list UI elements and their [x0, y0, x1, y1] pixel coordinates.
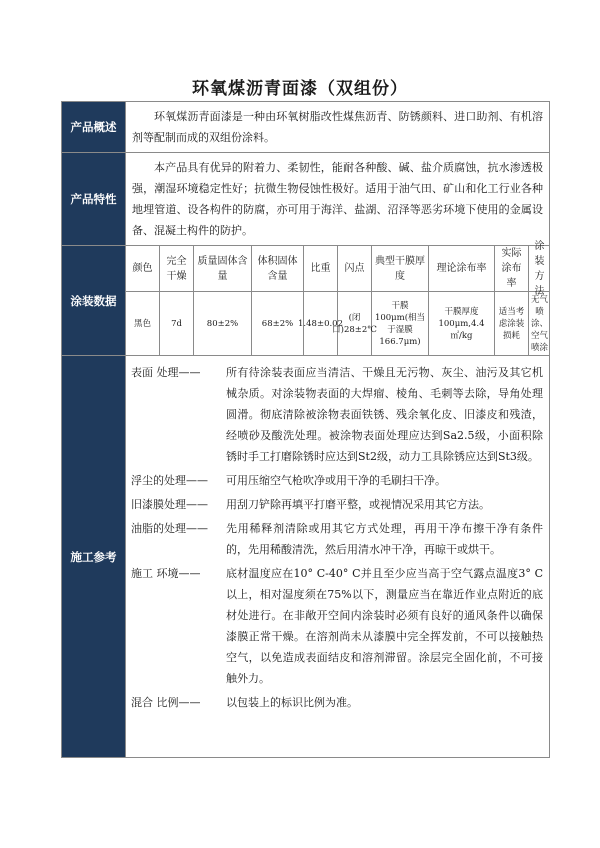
construction-item-label: 表面 处理——: [131, 366, 201, 379]
value-theoretical-coverage: 干膜厚度100μm,4.4㎡/kg: [429, 292, 495, 355]
header-flash-point: 闪点: [338, 246, 372, 291]
overview-row: [62, 102, 549, 153]
overview-text: 环氧煤沥青面漆是一种由环氧树脂改性煤焦沥青、防锈颜料、进口助剂、有机溶剂等配制而成的双组份涂料。: [132, 110, 543, 144]
value-actual-coverage: 适当考虑涂装损耗: [495, 292, 529, 355]
construction-item-label: 油脂的处理——: [131, 522, 208, 535]
construction-item-dust: [131, 470, 543, 491]
header-application-method: 涂装方法: [534, 240, 545, 297]
coating-data-grid: [126, 240, 550, 355]
header-volume-solids: 体积固体含量: [252, 246, 304, 291]
coating-data-value-row: [126, 292, 550, 355]
coating-data-label: 涂装数据: [62, 246, 126, 355]
construction-item-text: 先用稀释剂清除或用其它方式处理，再用干净布擦干净有条件的，先用稀酸清洗，然后用清水冲干净，再晾干或烘干。: [226, 522, 543, 556]
construction-item-environment: [131, 563, 543, 689]
construction-item-text: 可用压缩空气枪吹净或用干净的毛刷扫干净。: [226, 474, 446, 487]
header-full-dry: 完全干燥: [160, 246, 194, 291]
header-specific-gravity: 比重: [304, 246, 338, 291]
value-film-thickness: 干膜100μm(相当于湿膜166.7μm): [372, 292, 429, 355]
header-film-thickness: 典型干膜厚度: [372, 246, 429, 291]
value-flash-point: (闭口)28±2℃: [338, 292, 372, 355]
value-full-dry: 7d: [160, 292, 194, 355]
product-spec-table: [61, 101, 550, 758]
value-application-method: 无气喷涂、空气喷涂: [531, 294, 549, 353]
construction-item-text: 以包装上的标识比例为准。: [226, 696, 358, 709]
construction-item-label: 浮尘的处理——: [131, 474, 208, 487]
construction-item-surface: [131, 362, 543, 467]
features-row: [62, 153, 549, 246]
construction-label: 施工参考: [62, 356, 126, 757]
construction-item-label: 旧漆膜处理——: [131, 498, 208, 511]
coating-data-header-row: [126, 240, 550, 297]
features-label: 产品特性: [62, 153, 126, 245]
document-title: 环氧煤沥青面漆（双组份）: [192, 79, 408, 99]
construction-item-grease: [131, 518, 543, 560]
construction-item-old-film: [131, 494, 543, 515]
header-color: 颜色: [126, 246, 160, 291]
construction-row: [62, 356, 549, 757]
header-theoretical-coverage: 理论涂布率: [429, 246, 495, 291]
features-text: 本产品具有优异的附着力、柔韧性，能耐各种酸、碱、盐介质腐蚀，抗水渗透极强，潮湿环境稳定性好；抗微生物侵蚀性极好。适用于油气田、矿山和化工行业各种地埋管道、设各构件的防腐，亦可用于海洋、盐湖、沼泽等恶劣环境下使用的金属设备、混凝土构件的防护。: [132, 161, 543, 237]
construction-item-label: 施工 环境——: [131, 567, 201, 580]
construction-item-text: 底材温度应在10° C-40° C并且至少应当高于空气露点温度3° C以上，相对湿度须在75%以下，测量应当在靠近作业点附近的底材处进行。在非敞开空间内涂装时必须有良好的通风条件以确保漆膜正常干燥。在溶剂尚未从漆膜中完全挥发前，不可以接触热空气，以免造成表面结皮和溶剂滞留。涂层完全固化前，不可接触外力。: [226, 567, 543, 685]
header-actual-coverage: 实际涂布率: [495, 246, 529, 291]
value-volume-solids: 68±2%: [252, 292, 304, 355]
value-mass-solids: 80±2%: [194, 292, 252, 355]
header-mass-solids: 质量固体含量: [194, 246, 252, 291]
construction-item-mix-ratio: [131, 692, 543, 713]
construction-item-label: 混合 比例——: [131, 696, 201, 709]
value-specific-gravity: 1.48±0.02: [304, 292, 338, 355]
coating-data-row: [62, 240, 549, 356]
value-color: 黑色: [126, 292, 160, 355]
construction-item-text: 用刮刀铲除再填平打磨平整，或视情况采用其它方法。: [226, 498, 490, 511]
overview-label: 产品概述: [62, 102, 126, 152]
construction-item-text: 所有待涂装表面应当清洁、干燥且无污物、灰尘、油污及其它机械杂质。对涂装物表面的大焊瘤、棱角、毛刺等去除，导角处理圆滑。彻底清除被涂物表面铁锈、残余氧化皮、旧漆皮和残渣，经喷砂及酸洗处理。被涂物表面处理应达到Sa2.5级，小面积除锈时手工打磨除锈时应达到St2级，动力工具除锈应达到St3级。: [226, 366, 543, 463]
construction-list: [126, 356, 549, 757]
